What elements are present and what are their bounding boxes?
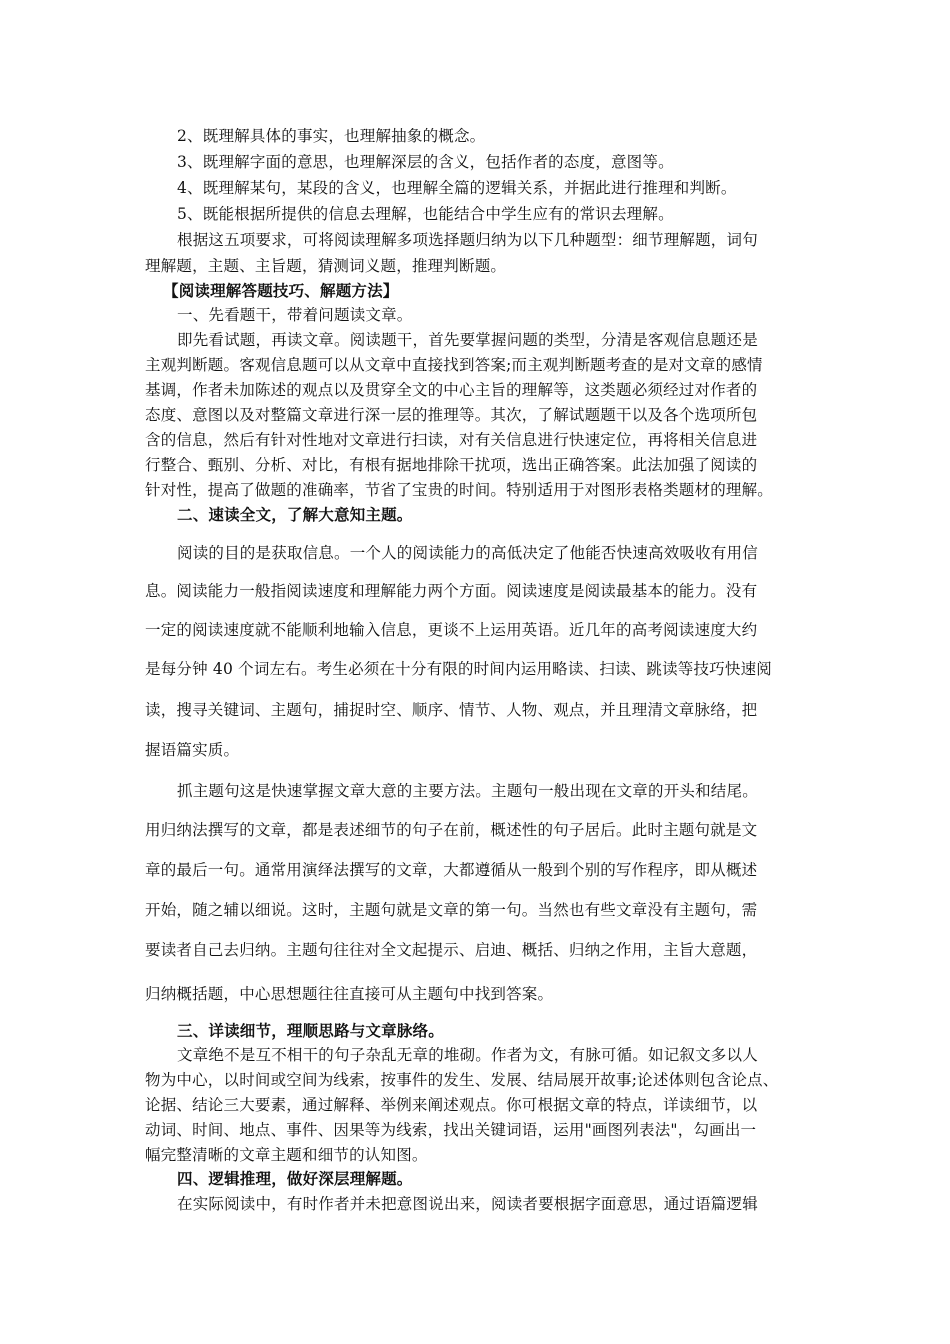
method2-para2-line: 章的最后一句。通常用演绎法撰写的文章，大都遵循从一般到个别的写作程序，即从概述	[145, 861, 758, 879]
method3-line: 物为中心，以时间或空间为线索，按事件的发生、发展、结局展开故事;论述体则包含论点、	[145, 1071, 779, 1089]
requirement-line: 2、既理解具体的事实，也理解抽象的概念。	[177, 127, 486, 145]
requirement-line: 5、既能根据所提供的信息去理解，也能结合中学生应有的常识去理解。	[177, 205, 674, 223]
method2-para2-line: 用归纳法撰写的文章，都是表述细节的句子在前，概述性的句子居后。此时主题句就是文	[145, 821, 758, 839]
method2-para1-line: 阅读的目的是获取信息。一个人的阅读能力的高低决定了他能否快速高效吸收有用信	[177, 544, 758, 562]
method3-title: 三、详读细节，理顺思路与文章脉络。	[177, 1021, 444, 1040]
method2-para1-line: 读，搜寻关键词、主题句，捕捉时空、顺序、情节、人物、观点，并且理清文章脉络，把	[145, 701, 758, 719]
method1-line: 主观判断题。客观信息题可以从文章中直接找到答案;而主观判断题考查的是对文章的感情	[145, 356, 763, 374]
method3-line: 文章绝不是互不相干的句子杂乱无章的堆砌。作者为文，有脉可循。如记叙文多以人	[177, 1046, 758, 1064]
requirement-line: 3、既理解字面的意思，也理解深层的含义，包括作者的态度，意图等。	[177, 153, 674, 171]
method2-para1-line: 是每分钟 40 个词左右。考生必须在十分有限的时间内运用略读、扫读、跳读等技巧快速阅	[145, 660, 772, 678]
requirement-line: 4、既理解某句，某段的含义，也理解全篇的逻辑关系，并据此进行推理和判断。	[177, 179, 737, 197]
method2-para1-line: 一定的阅读速度就不能顺利地输入信息，更谈不上运用英语。近几年的高考阅读速度大约	[145, 621, 758, 639]
method1-title: 一、先看题干，带着问题读文章。	[177, 306, 413, 324]
method1-line: 基调，作者未加陈述的观点以及贯穿全文的中心主旨的理解等，这类题必须经过对作者的	[145, 381, 758, 399]
method3-line: 幅完整清晰的文章主题和细节的认知图。	[145, 1146, 428, 1164]
method4-title: 四、逻辑推理，做好深层理解题。	[177, 1169, 413, 1188]
method1-line: 态度、意图以及对整篇文章进行深一层的推理等。其次，了解试题题干以及各个选项所包	[145, 406, 758, 424]
method2-title: 二、速读全文，了解大意知主题。	[177, 505, 413, 524]
method2-para2-line: 要读者自己去归纳。主题句往往对全文起提示、启迪、概括、归纳之作用，主旨大意题，	[145, 941, 758, 959]
section-title: 【阅读理解答题技巧、解题方法】	[163, 281, 399, 300]
method2-para1-line: 息。阅读能力一般指阅读速度和理解能力两个方面。阅读速度是阅读最基本的能力。没有	[145, 582, 758, 600]
summary-line: 理解题，主题、主旨题，猜测词义题，推理判断题。	[145, 257, 507, 275]
method1-line: 针对性，提高了做题的准确率，节省了宝贵的时间。特别适用于对图形表格类题材的理解。	[145, 481, 774, 499]
method4-line: 在实际阅读中，有时作者并未把意图说出来，阅读者要根据字面意思，通过语篇逻辑	[177, 1195, 758, 1213]
method2-para1-line: 握语篇实质。	[145, 741, 240, 759]
method2-para2-line: 抓主题句这是快速掌握文章大意的主要方法。主题句一般出现在文章的开头和结尾。	[177, 782, 758, 800]
method1-line: 行整合、甄别、分析、对比，有根有据地排除干扰项，选出正确答案。此法加强了阅读的	[145, 456, 758, 474]
method2-para2-line: 开始，随之辅以细说。这时，主题句就是文章的第一句。当然也有些文章没有主题句，需	[145, 901, 758, 919]
method1-line: 含的信息，然后有针对性地对文章进行扫读，对有关信息进行快速定位，再将相关信息进	[145, 431, 758, 449]
method2-para2-line: 归纳概括题，中心思想题往往直接可从主题句中找到答案。	[145, 985, 554, 1003]
summary-line: 根据这五项要求，可将阅读理解多项选择题归纳为以下几种题型：细节理解题，词句	[177, 231, 758, 249]
method3-line: 论据、结论三大要素，通过解释、举例来阐述观点。你可根据文章的特点，详读细节，以	[145, 1096, 758, 1114]
method3-line: 动词、时间、地点、事件、因果等为线索，找出关键词语，运用"画图列表法"，勾画出一	[145, 1121, 757, 1139]
method1-line: 即先看试题，再读文章。阅读题干，首先要掌握问题的类型，分清是客观信息题还是	[177, 331, 758, 349]
